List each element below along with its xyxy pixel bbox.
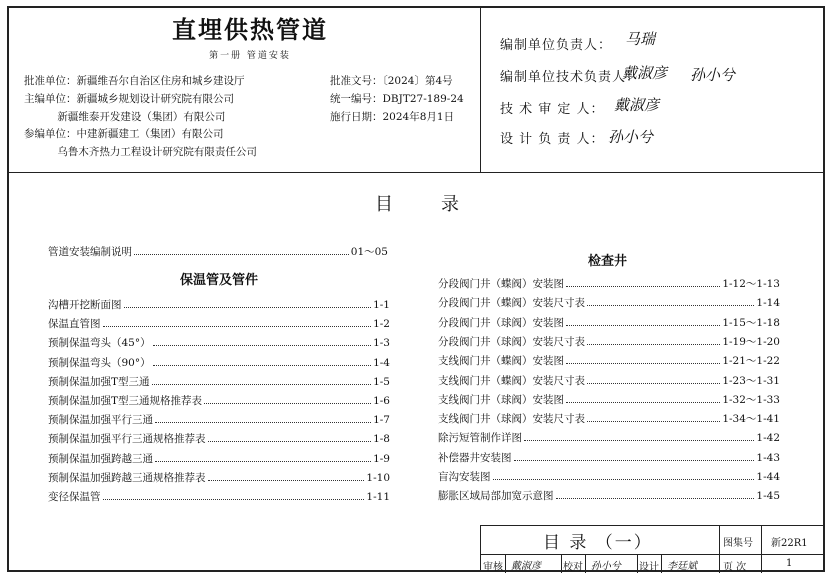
signature-design-head: 孙小兮: [608, 128, 654, 146]
toc-entry[interactable]: [438, 411, 780, 426]
toc-entry-page: 1-7: [373, 414, 390, 427]
leader-dots: [566, 355, 720, 364]
toc-entry[interactable]: [438, 315, 780, 330]
leader-dots: [566, 394, 720, 403]
toc-entry-page: 1-43: [756, 451, 780, 464]
label-design-head: 设 计 负 责 人：: [500, 132, 605, 147]
participating-unit: 参编单位：中建新疆建工（集团）有限公司: [24, 128, 224, 140]
toc-entry[interactable]: [438, 295, 780, 310]
leader-dots: [153, 337, 371, 346]
toc-entry-page: 01～05: [350, 246, 388, 258]
leader-dots: [153, 357, 371, 366]
toc-entry-name: 分段阀门井（球阀）安装图: [438, 316, 564, 329]
title-block-vline: [637, 554, 638, 573]
toc-entry-name: 除污短管制作详图: [438, 432, 522, 445]
leader-dots: [155, 414, 371, 423]
check-label: 校对: [563, 562, 583, 573]
toc-entry[interactable]: [48, 316, 390, 331]
toc-entry-page: 1-11: [366, 491, 390, 503]
approval-unit: 批准单位：新疆维吾尔自治区住房和城乡建设厅: [24, 75, 245, 87]
section-heading-insulated-pipes: 保温管及管件: [180, 273, 259, 288]
toc-entry-page: 1-8: [373, 433, 390, 446]
leader-dots: [587, 375, 720, 384]
toc-entry-name: 变径保温管: [48, 491, 101, 503]
leader-dots: [587, 336, 720, 345]
toc-entry[interactable]: [48, 489, 390, 504]
leader-dots: [134, 246, 349, 255]
title-block-vline: [661, 554, 662, 573]
toc-entry[interactable]: [48, 355, 390, 370]
toc-entry[interactable]: [438, 373, 780, 388]
toc-entry[interactable]: [48, 297, 390, 312]
toc-entry[interactable]: [48, 470, 390, 485]
document-subtitle: 第一册 管道安装: [209, 51, 291, 61]
toc-entry-page: 1-21～1-22: [722, 355, 780, 368]
toc-entry-page: 1-15～1-18: [722, 316, 780, 329]
toc-entry-name: 支线阀门井（蝶阀）安装图: [438, 355, 564, 368]
signature-tech-reviewer: 戴淑彦: [614, 96, 660, 114]
leader-dots: [514, 452, 755, 461]
chief-editor-unit-2: 新疆维泰开发建设（集团）有限公司: [24, 111, 226, 123]
toc-entry-name: 保温直管图: [48, 318, 101, 331]
toc-entry-name: 分段阀门井（蝶阀）安装图: [438, 278, 564, 290]
toc-entry-page: 1-19～1-20: [722, 335, 780, 348]
leader-dots: [103, 491, 365, 500]
design-signature: 李廷斌: [667, 561, 697, 572]
title-block-vline: [505, 554, 506, 573]
page-label: 页 次: [723, 562, 747, 573]
toc-entry-name: 预制保温弯头（45°）: [48, 337, 151, 350]
toc-entry-page: 1-2: [373, 318, 390, 331]
toc-entry-name: 预制保温加强跨越三通: [48, 452, 153, 465]
page-number: 1: [786, 558, 793, 569]
toc-title: 目录: [375, 194, 507, 215]
signature-tech-head: 戴淑彦: [622, 64, 668, 82]
toc-entry-page: 1-12～1-13: [722, 278, 780, 290]
leader-dots: [587, 297, 754, 306]
toc-entry-name: 支线阀门井（球阀）安装尺寸表: [438, 413, 585, 426]
approval-number: 批准文号：〔2024〕第4号: [330, 75, 453, 87]
toc-entry[interactable]: [438, 276, 780, 291]
toc-entry-name: 预制保温弯头（90°）: [48, 356, 151, 369]
effective-date: 施行日期：2024年8月1日: [330, 111, 455, 123]
leader-dots: [208, 433, 372, 442]
toc-entry-page: 1-32～1-33: [722, 393, 780, 406]
leader-dots: [204, 395, 371, 404]
signature-unit-head: 马瑞: [625, 30, 656, 48]
leader-dots: [493, 471, 755, 480]
toc-entry-page: 1-3: [373, 337, 390, 350]
toc-entry-name: 预制保温加强平行三通: [48, 414, 153, 427]
toc-entry[interactable]: [438, 334, 780, 349]
toc-entry-page: 1-23～1-31: [722, 374, 780, 387]
leader-dots: [524, 432, 754, 441]
sheet-title: 目 录 （一）: [543, 533, 653, 553]
toc-entry-name: 支线阀门井（蝶阀）安装尺寸表: [438, 374, 585, 387]
toc-entry-name: 预制保温加强跨越三通规格推荐表: [48, 471, 206, 484]
toc-entry-page: 1-1: [373, 299, 390, 311]
signature-tech-head-2: 孙小兮: [690, 66, 736, 84]
chief-editor-unit: 主编单位：新疆城乡规划设计研究院有限公司: [24, 93, 234, 105]
leader-dots: [103, 318, 372, 327]
toc-entry[interactable]: [438, 430, 780, 445]
toc-entry[interactable]: [438, 488, 780, 503]
leader-dots: [124, 299, 372, 308]
title-block-vline: [561, 554, 562, 573]
toc-entry[interactable]: [48, 431, 390, 446]
toc-entry-name: 预制保温加强平行三通规格推荐表: [48, 433, 206, 446]
toc-entry-page: 1-9: [373, 452, 390, 465]
toc-entry[interactable]: [48, 412, 390, 427]
toc-entry-page: 1-6: [373, 395, 390, 407]
toc-entry-page: 1-42: [756, 432, 780, 445]
design-label: 设计: [639, 562, 659, 573]
toc-entry-intro[interactable]: [48, 244, 388, 259]
toc-entry-name: 管道安装编制说明: [48, 246, 132, 258]
leader-dots: [155, 453, 371, 462]
toc-entry-name: 补偿器井安装图: [438, 451, 512, 464]
toc-entry-page: 1-4: [373, 356, 390, 369]
toc-entry[interactable]: [438, 450, 780, 465]
leader-dots: [587, 413, 720, 422]
label-tech-reviewer: 技 术 审 定 人：: [500, 102, 605, 117]
header-vertical-divider: [480, 6, 481, 172]
participating-unit-2: 乌鲁木齐热力工程设计研究院有限责任公司: [24, 146, 257, 158]
toc-entry[interactable]: [438, 353, 780, 368]
toc-entry-name: 膨胀区域局部加宽示意图: [438, 490, 554, 503]
toc-entry[interactable]: [48, 451, 390, 466]
toc-entry-name: 盲沟安装图: [438, 471, 491, 483]
review-label: 审核: [483, 562, 503, 573]
leader-dots: [566, 278, 720, 287]
atlas-number-label: 图集号: [723, 538, 753, 549]
title-block-vline: [719, 526, 720, 573]
title-block-vline: [761, 526, 762, 573]
title-block-hline: [481, 554, 825, 555]
leader-dots: [566, 317, 720, 326]
toc-entry-name: 预制保温加强T型三通: [48, 375, 150, 388]
toc-entry-page: 1-14: [756, 297, 780, 310]
section-heading-inspection-wells: 检查井: [588, 254, 628, 269]
document-title: 直埋供热管道: [172, 16, 328, 44]
toc-entry-name: 预制保温加强T型三通规格推荐表: [48, 395, 203, 407]
toc-entry[interactable]: [438, 469, 780, 484]
toc-entry-name: 分段阀门井（球阀）安装尺寸表: [438, 335, 585, 348]
leader-dots: [208, 472, 365, 481]
label-tech-head: 编制单位技术负责人：: [500, 70, 641, 85]
toc-entry[interactable]: [48, 393, 390, 408]
check-signature: 孙小兮: [591, 561, 621, 572]
review-signature: 戴淑彦: [511, 561, 541, 572]
unified-number: 统一编号：DBJT27-189-24: [330, 93, 464, 105]
toc-entry[interactable]: [438, 392, 780, 407]
toc-entry-name: 分段阀门井（蝶阀）安装尺寸表: [438, 297, 585, 310]
atlas-number: 新22R1: [771, 538, 808, 549]
title-block: [480, 525, 825, 572]
toc-entry-page: 1-44: [756, 471, 780, 483]
header-divider: [7, 172, 825, 173]
title-block-vline: [585, 554, 586, 573]
leader-dots: [152, 376, 372, 385]
toc-entry-name: 支线阀门井（球阀）安装图: [438, 393, 564, 406]
label-unit-head: 编制单位负责人：: [500, 38, 613, 53]
leader-dots: [556, 490, 755, 499]
toc-entry-page: 1-5: [373, 375, 390, 388]
toc-entry[interactable]: [48, 374, 390, 389]
toc-entry-page: 1-10: [366, 471, 390, 484]
toc-entry[interactable]: [48, 335, 390, 350]
toc-entry-page: 1-45: [756, 490, 780, 503]
toc-entry-name: 沟槽开挖断面图: [48, 299, 122, 311]
toc-entry-page: 1-34～1-41: [722, 413, 780, 426]
